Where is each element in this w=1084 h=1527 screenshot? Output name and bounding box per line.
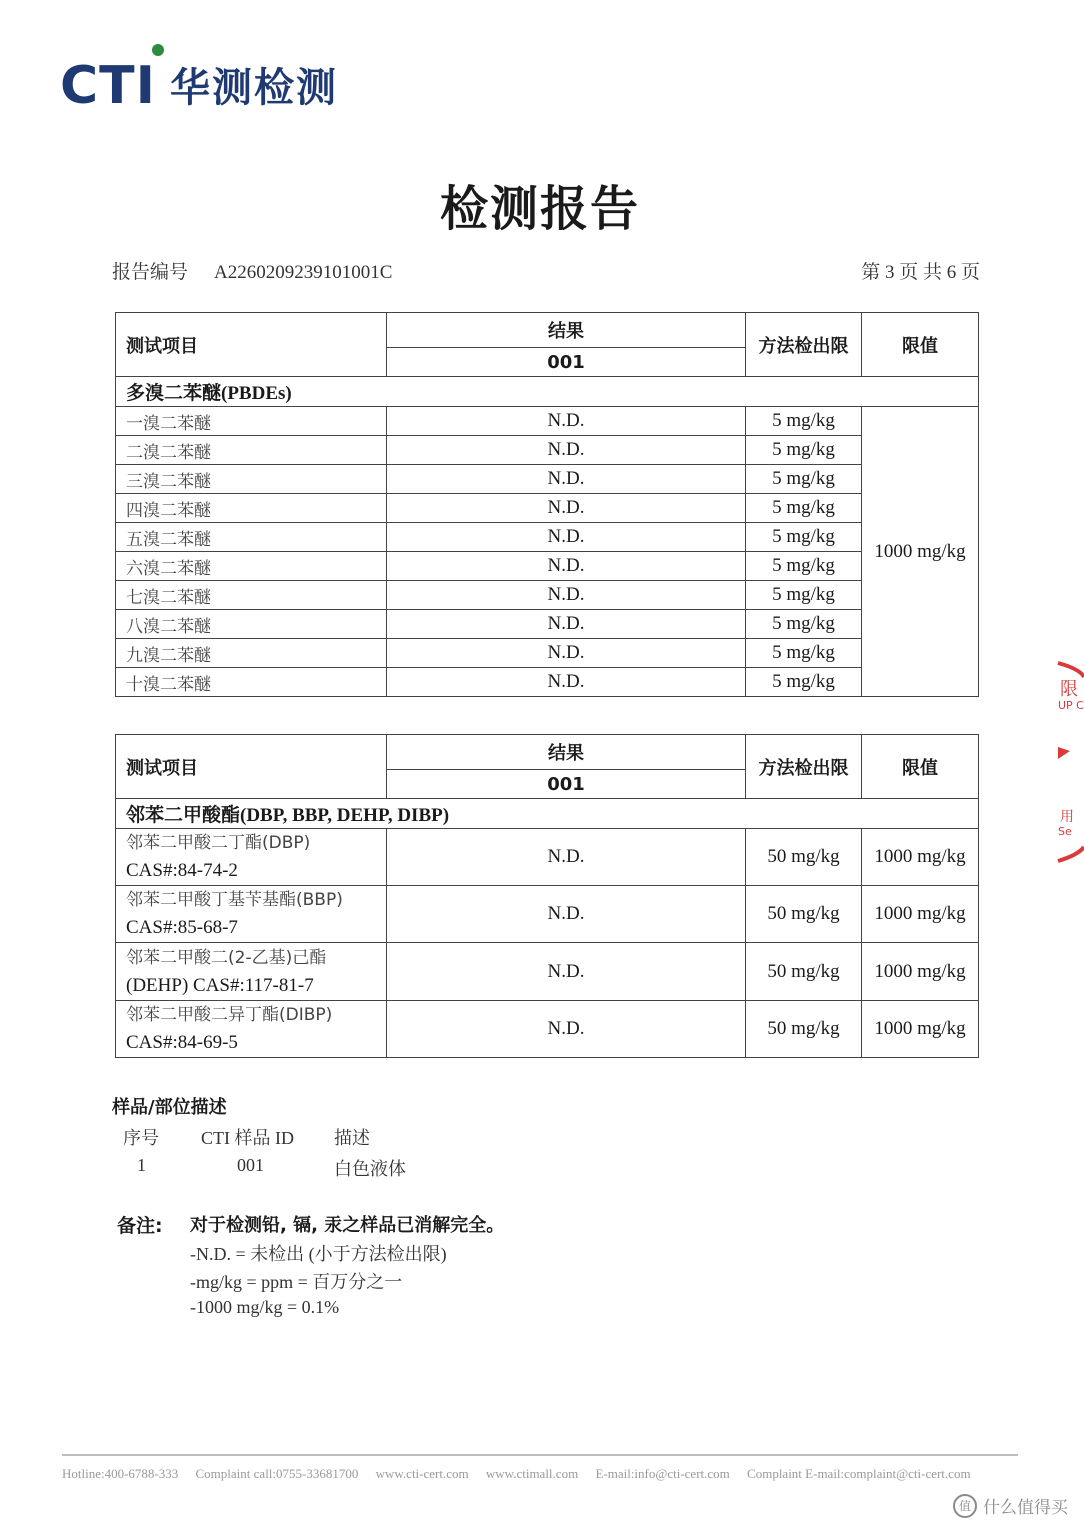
item-result: N.D. <box>387 1001 746 1058</box>
header-item: 测试项目 <box>116 313 387 377</box>
header-mdl: 方法检出限 <box>746 735 862 799</box>
logo-dot-icon <box>152 44 164 56</box>
note-line: 对于检测铅, 镉, 汞之样品已消解完全。 <box>190 1215 505 1236</box>
item-result: N.D. <box>387 436 746 465</box>
footer-hotline: Hotline:400-6788-333 <box>62 1466 179 1481</box>
item-name <box>116 1001 387 1058</box>
header-item: 测试项目 <box>116 735 387 799</box>
header-limit: 限值 <box>862 313 979 377</box>
table-row <box>116 494 979 523</box>
item-name-line1: 邻苯二甲酸丁基苄基酯(BBP) <box>126 890 343 910</box>
item-result: N.D. <box>387 829 746 886</box>
footer-complaint-email: Complaint E-mail:complaint@cti-cert.com <box>747 1466 971 1481</box>
item-name: 二溴二苯醚 <box>116 436 387 465</box>
item-result: N.D. <box>387 581 746 610</box>
cti-logo <box>60 48 338 116</box>
seal-stamp <box>1054 655 1084 870</box>
logo-brand: CTI <box>60 56 156 116</box>
table-row <box>116 829 979 886</box>
item-result: N.D. <box>387 943 746 1001</box>
sample-header-desc: 描述 <box>334 1128 370 1148</box>
item-mdl: 5 mg/kg <box>746 581 862 610</box>
footer-contact <box>62 1466 985 1482</box>
table-row <box>116 668 979 697</box>
item-name: 一溴二苯醚 <box>116 407 387 436</box>
watermark <box>953 1493 1068 1518</box>
item-result: N.D. <box>387 523 746 552</box>
item-name: 九溴二苯醚 <box>116 639 387 668</box>
item-name <box>116 886 387 943</box>
table-row <box>116 1001 979 1058</box>
report-number-label: 报告编号 <box>112 262 189 283</box>
item-result: N.D. <box>387 494 746 523</box>
item-limit: 1000 mg/kg <box>862 1001 979 1058</box>
table-row <box>116 552 979 581</box>
notes-label: 备注: <box>117 1215 163 1237</box>
item-result: N.D. <box>387 610 746 639</box>
phthalate-table <box>115 734 979 1058</box>
item-name-line2: CAS#:85-68-7 <box>126 917 238 938</box>
section-title: 多溴二苯醚(PBDEs) <box>116 377 979 407</box>
table-row <box>116 465 979 494</box>
header-mdl: 方法检出限 <box>746 313 862 377</box>
svg-text:UP C: UP C <box>1058 699 1084 712</box>
item-name: 五溴二苯醚 <box>116 523 387 552</box>
table-row <box>116 886 979 943</box>
item-name-line2: CAS#:84-74-2 <box>126 860 238 881</box>
footer-email: E-mail:info@cti-cert.com <box>595 1466 730 1481</box>
sample-desc: 白色液体 <box>334 1159 406 1179</box>
table-row <box>116 639 979 668</box>
pbde-table <box>115 312 979 697</box>
table-row <box>116 610 979 639</box>
logo-name-cn: 华测检测 <box>169 65 338 111</box>
note-line: -mg/kg = ppm = 百万分之一 <box>190 1272 403 1292</box>
item-name: 六溴二苯醚 <box>116 552 387 581</box>
report-number-value: A2260209239101001C <box>214 262 393 283</box>
item-limit: 1000 mg/kg <box>862 943 979 1001</box>
item-name: 三溴二苯醚 <box>116 465 387 494</box>
svg-text:用: 用 <box>1060 809 1074 825</box>
table-row <box>116 407 979 436</box>
footer-divider <box>62 1454 1018 1456</box>
item-name-line2: CAS#:84-69-5 <box>126 1032 238 1053</box>
item-name: 八溴二苯醚 <box>116 610 387 639</box>
report-number <box>112 257 392 284</box>
note-line: -1000 mg/kg = 0.1% <box>190 1297 340 1317</box>
svg-text:Se: Se <box>1058 825 1072 838</box>
item-mdl: 5 mg/kg <box>746 465 862 494</box>
header-result: 结果 <box>387 735 746 770</box>
item-name-line2: (DEHP) CAS#:117-81-7 <box>126 974 314 996</box>
svg-text:限: 限 <box>1060 679 1078 700</box>
table-row <box>116 943 979 1001</box>
item-name-line1: 邻苯二甲酸二异丁酯(DIBP) <box>126 1005 333 1025</box>
item-name <box>116 829 387 886</box>
item-name <box>116 943 387 1001</box>
item-result: N.D. <box>387 668 746 697</box>
item-name: 十溴二苯醚 <box>116 668 387 697</box>
table-row <box>116 523 979 552</box>
item-limit: 1000 mg/kg <box>862 829 979 886</box>
item-mdl: 50 mg/kg <box>746 886 862 943</box>
watermark-text: 什么值得买 <box>983 1498 1068 1518</box>
item-result: N.D. <box>387 639 746 668</box>
item-mdl: 50 mg/kg <box>746 829 862 886</box>
header-result: 结果 <box>387 313 746 348</box>
footer-complaint-call: Complaint call:0755-33681700 <box>195 1466 359 1481</box>
item-mdl: 5 mg/kg <box>746 436 862 465</box>
item-mdl: 5 mg/kg <box>746 494 862 523</box>
sample-section-title: 样品/部位描述 <box>112 1097 227 1118</box>
item-limit: 1000 mg/kg <box>862 886 979 943</box>
item-mdl: 5 mg/kg <box>746 552 862 581</box>
header-sample-id: 001 <box>387 770 746 799</box>
item-mdl: 5 mg/kg <box>746 639 862 668</box>
item-mdl: 5 mg/kg <box>746 407 862 436</box>
item-mdl: 5 mg/kg <box>746 668 862 697</box>
sample-header-no: 序号 <box>123 1128 159 1148</box>
item-name: 七溴二苯醚 <box>116 581 387 610</box>
item-name-line1: 邻苯二甲酸二(2-乙基)己酯 <box>126 947 327 968</box>
pbde-limit: 1000 mg/kg <box>862 407 979 697</box>
header-limit: 限值 <box>862 735 979 799</box>
page-indicator: 第 3 页 共 6 页 <box>861 262 980 283</box>
document-title: 检测报告 <box>439 181 640 237</box>
item-name-line1: 邻苯二甲酸二丁酯(DBP) <box>126 833 311 853</box>
sample-no: 1 <box>137 1155 146 1175</box>
table-row <box>116 436 979 465</box>
item-result: N.D. <box>387 465 746 494</box>
item-name: 四溴二苯醚 <box>116 494 387 523</box>
footer-mall-website: www.ctimall.com <box>485 1466 579 1481</box>
table-row <box>116 581 979 610</box>
sample-id: 001 <box>237 1155 264 1175</box>
item-mdl: 50 mg/kg <box>746 943 862 1001</box>
item-result: N.D. <box>387 886 746 943</box>
sample-header-id: CTI 样品 ID <box>201 1128 294 1148</box>
note-line: -N.D. = 未检出 (小于方法检出限) <box>190 1244 447 1264</box>
item-mdl: 5 mg/kg <box>746 610 862 639</box>
header-sample-id: 001 <box>387 348 746 377</box>
item-mdl: 5 mg/kg <box>746 523 862 552</box>
item-result: N.D. <box>387 407 746 436</box>
smzdm-logo-icon: 值 <box>953 1494 977 1518</box>
section-title: 邻苯二甲酸酯(DBP, BBP, DEHP, DIBP) <box>116 799 979 829</box>
item-result: N.D. <box>387 552 746 581</box>
footer-website: www.cti-cert.com <box>375 1466 469 1481</box>
item-mdl: 50 mg/kg <box>746 1001 862 1058</box>
